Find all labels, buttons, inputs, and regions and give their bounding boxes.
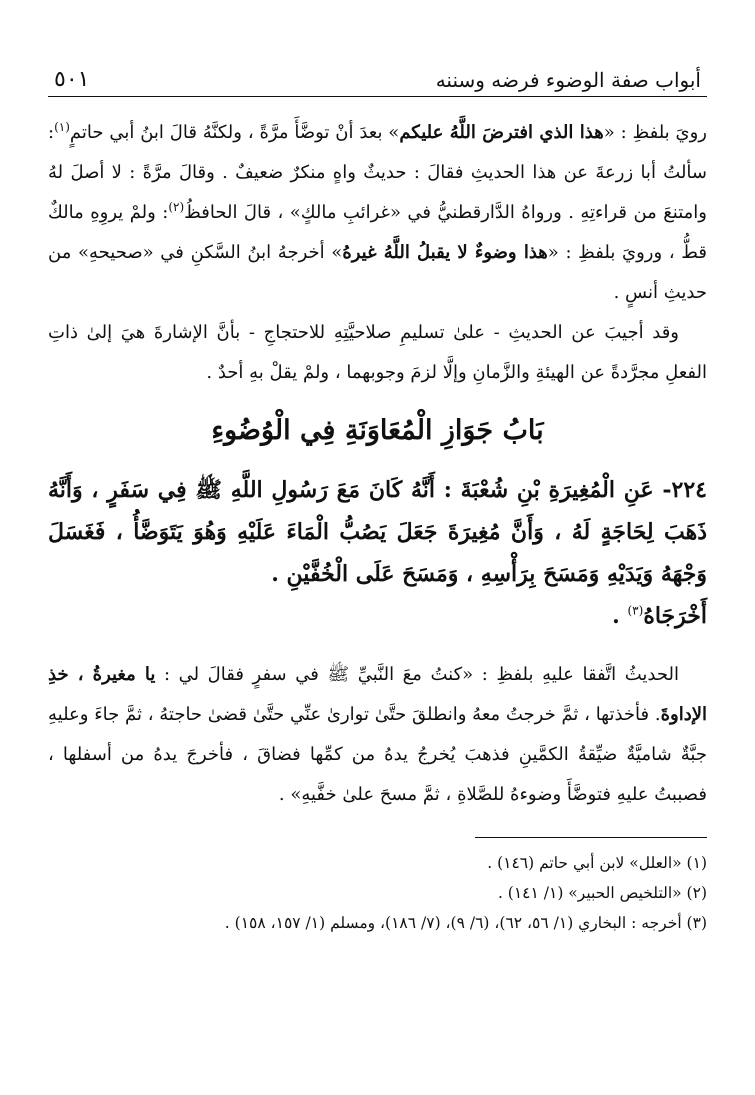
takhrij-end: . [612,603,628,629]
quoted-wording-1: هذا الذي افترضَ اللَّهُ عليكم [399,122,604,143]
footnote-divider [475,837,707,838]
para1-text-3: : سألتُ أبا زرعةَ عن هذا الحديثِ فقالَ : حديثٌ واهٍ منكرٌ ضعيفٌ . وقالَ مرَّةً : لا أصلَ لهُ وامتنعَ من قراءتِهِ . ورواهُ الدَّارقطنيُّ في «غرائبِ مالكٍ» ، قالَ الحافظُ [48,122,707,223]
footnotes-section [48,837,707,938]
para1-text-5: » أخرجهُ ابنُ السَّكنِ في «صحيحهِ» من حديثِ أنسٍ . [48,242,707,303]
quoted-wording-3: يا مغيرةُ ، خذِ الإداوةَ [48,664,707,725]
footnote-2: (٢) «التلخيص الحبير» (١/ ١٤١) . [497,884,707,902]
hadith-text [48,469,707,637]
footnote-ref-2[interactable]: (٢) [168,200,185,214]
footnote-ref-1[interactable]: (١) [54,120,70,134]
quoted-wording-2: هذا وضوءٌ لا يقبلُ اللَّهُ غيرهُ [342,242,548,263]
para1-text-1: رويَ بلفظِ : « [603,122,707,143]
footnote-ref-3[interactable]: (٣) [627,603,644,618]
para1-text-4: : ولمْ يروِهِ مالكٌ قطُّ ، ورويَ بلفظِ : « [48,202,707,263]
footnote-3: (٣) أخرجه : البخاري (١/ ٥٦، ٦٢)، (٦/ ٩)، (٧/ ١٨٦)، ومسلم (١/ ١٥٧، ١٥٨) . [224,914,707,932]
takhrij-word: أَخْرَجَاهُ [643,603,707,629]
commentary-paragraph-3 [48,655,707,815]
para3-text-2: . فأخذتها ، ثمَّ خرجتُ معهُ وانطلقَ حتَّىٰ توارىٰ عنِّي حتَّىٰ قضىٰ حاجتهُ ، ثمَّ جاءَ وعليهِ جبَّةٌ شاميَّةٌ ضيِّقةُ الكمَّينِ فذهبَ يُخرجُ يدهُ من كمِّها فضاقَ ، فأخرجَ يدهُ من أسفلها ، فصببتُ عليهِ فتوضَّأَ وضوءهُ للصَّلاةِ ، ثمَّ مسحَ علىٰ خفَّيهِ» . [48,704,707,805]
running-header [48,58,707,97]
commentary-paragraph-2: وقد أجيبَ عن الحديثِ - علىٰ تسليمِ صلاحيَّتِهِ للاحتجاجِ - بأنَّ الإشارةَ هيَ إلىٰ ذاتِ الفعلِ مجرَّدةً عن الهيئةِ والزَّمانِ وإلَّا لزمَ وجوبهما ، ولمْ يقلْ بهِ أحدٌ . [48,322,707,383]
hadith-takhrij [48,595,707,637]
chapter-title: بَابُ جَوَازِ الْمُعَاوَنَةِ فِي الْوُضُوءِ [211,415,544,446]
para1-text-2: » بعدَ أنْ توضَّأَ مرَّةً ، ولكنَّهُ قالَ ابنُ أبي حاتمٍ [69,122,400,143]
hadith-body: ٢٢٤- عَنِ الْمُغِيرَةِ بْنِ شُعْبَةَ : أَنَّهُ كَانَ مَعَ رَسُولِ اللَّهِ ﷺ فِي سَفَرٍ ، وَأَنَّهُ ذَهَبَ لِحَاجَةٍ لَهُ ، وَأَنَّ مُغِيرَةَ جَعَلَ يَصُبُّ الْمَاءَ عَلَيْهِ وَهُوَ يَتَوَضَّأُ ، فَغَسَلَ وَجْهَهُ وَيَدَيْهِ وَمَسَحَ بِرَأْسِهِ ، وَمَسَحَ عَلَى الْخُفَّيْنِ . [48,477,707,587]
page-body [48,113,707,938]
footnote-1: (١) «العلل» لابن أبي حاتم (١٤٦) . [487,854,707,872]
para3-text-1: الحديثُ اتَّفقا عليهِ بلفظِ : «كنتُ معَ النَّبيِّ ﷺ في سفرٍ فقالَ لي : [155,664,679,685]
header-title: أبواب صفة الوضوء فرضه وسننه [435,68,701,92]
page-number: ٥٠١ [54,67,90,92]
commentary-paragraph-1 [48,113,707,313]
